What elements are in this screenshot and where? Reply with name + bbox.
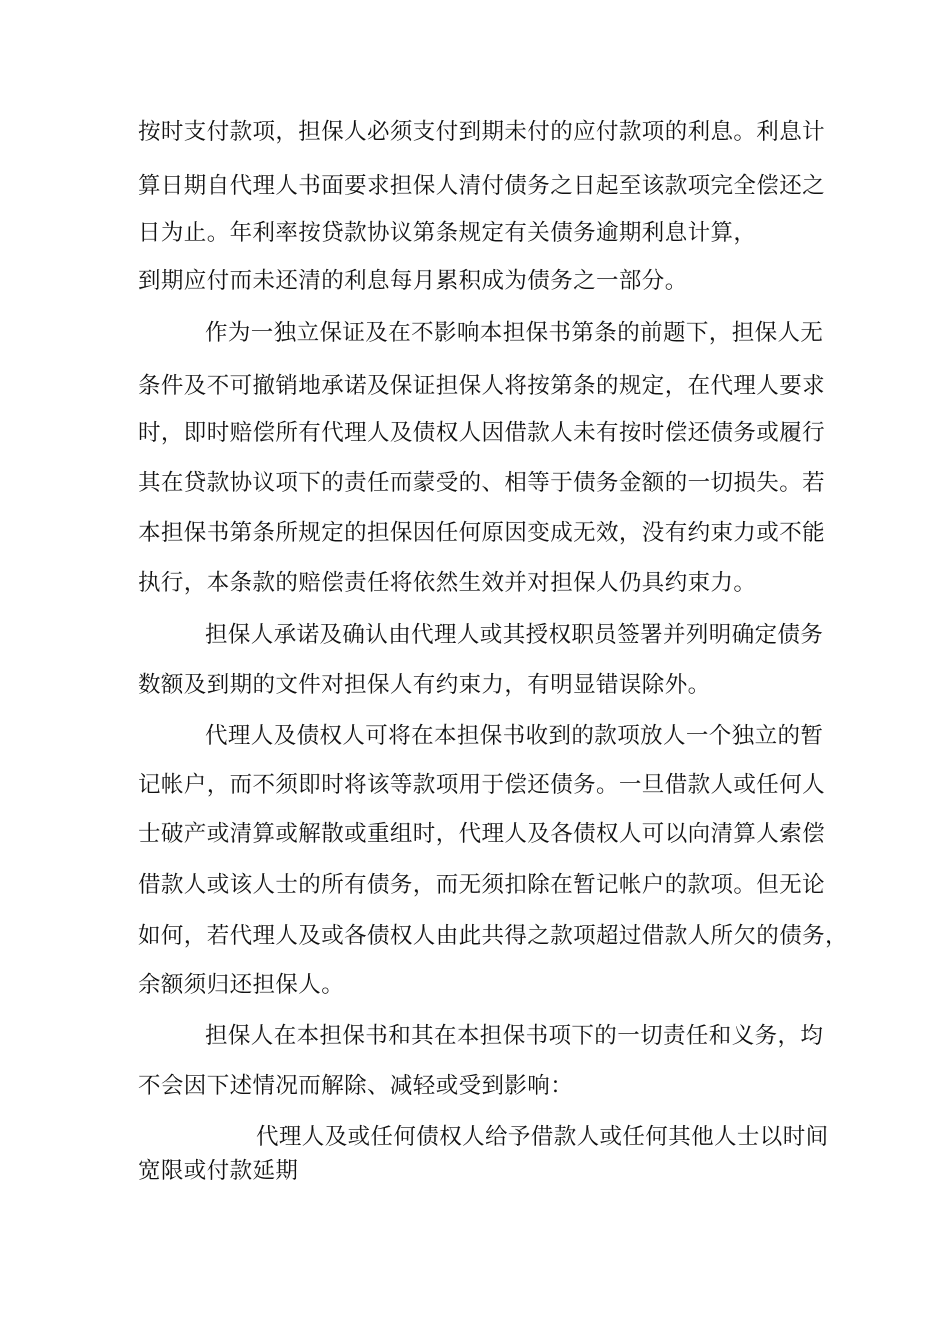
- text-line-18: 余额须归还担保人。: [138, 972, 345, 998]
- text-line-15: 士破产或清算或解散或重组时，代理人及各债权人可以向清算人索偿: [138, 821, 826, 847]
- text-line-16: 借款人或该人士的所有债务，而无须扣除在暂记帐户的款项。但无论: [138, 872, 826, 898]
- list-item-line: 代理人及或任何债权人给予借款人或任何其他人士以时间: [256, 1124, 829, 1150]
- text-line-6: 条件及不可撤销地承诺及保证担保人将按第条的规定，在代理人要求: [138, 373, 826, 399]
- text-line-7: 时，即时赔偿所有代理人及债权人因借款人未有按时偿还债务或履行: [138, 420, 826, 446]
- paragraph-indent-line: 作为一独立保证及在不影响本担保书第条的前题下，担保人无: [205, 320, 824, 346]
- text-line-22: 宽限或付款延期: [138, 1158, 299, 1184]
- text-line-8: 其在贷款协议项下的责任而蒙受的、相等于债务金额的一切损失。若: [138, 470, 826, 496]
- paragraph-indent-line: 代理人及债权人可将在本担保书收到的款项放人一个独立的暂: [205, 723, 824, 749]
- paragraph-indent-line: 担保人承诺及确认由代理人或其授权职员签署并列明确定债务: [205, 622, 824, 648]
- text-line-4: 到期应付而未还清的利息每月累积成为债务之一部分。: [138, 268, 688, 294]
- text-line-17: 如何，若代理人及或各债权人由此共得之款项超过借款人所欠的债务，: [138, 923, 848, 949]
- text-line-1: 按时支付款项，担保人必须支付到期未付的应付款项的利息。利息计: [138, 119, 826, 145]
- text-line-9: 本担保书第条所规定的担保因任何原因变成无效，没有约束力或不能: [138, 520, 826, 546]
- text-line-14: 记帐户，而不须即时将该等款项用于偿还债务。一旦借款人或任何人: [138, 772, 826, 798]
- paragraph-indent-line: 担保人在本担保书和其在本担保书项下的一切责任和义务，均: [205, 1023, 824, 1049]
- text-line-10: 执行，本条款的赔偿责任将依然生效并对担保人仍具约束力。: [138, 570, 757, 596]
- text-line-2: 算日期自代理人书面要求担保人清付债务之日起至该款项完全偿还之: [138, 173, 826, 199]
- text-line-3: 日为止。年利率按贷款协议第条规定有关债务逾期利息计算，: [138, 220, 757, 246]
- text-line-20: 不会因下述情况而解除、减轻或受到影响：: [138, 1073, 574, 1099]
- text-line-12: 数额及到期的文件对担保人有约束力，有明显错误除外。: [138, 672, 711, 698]
